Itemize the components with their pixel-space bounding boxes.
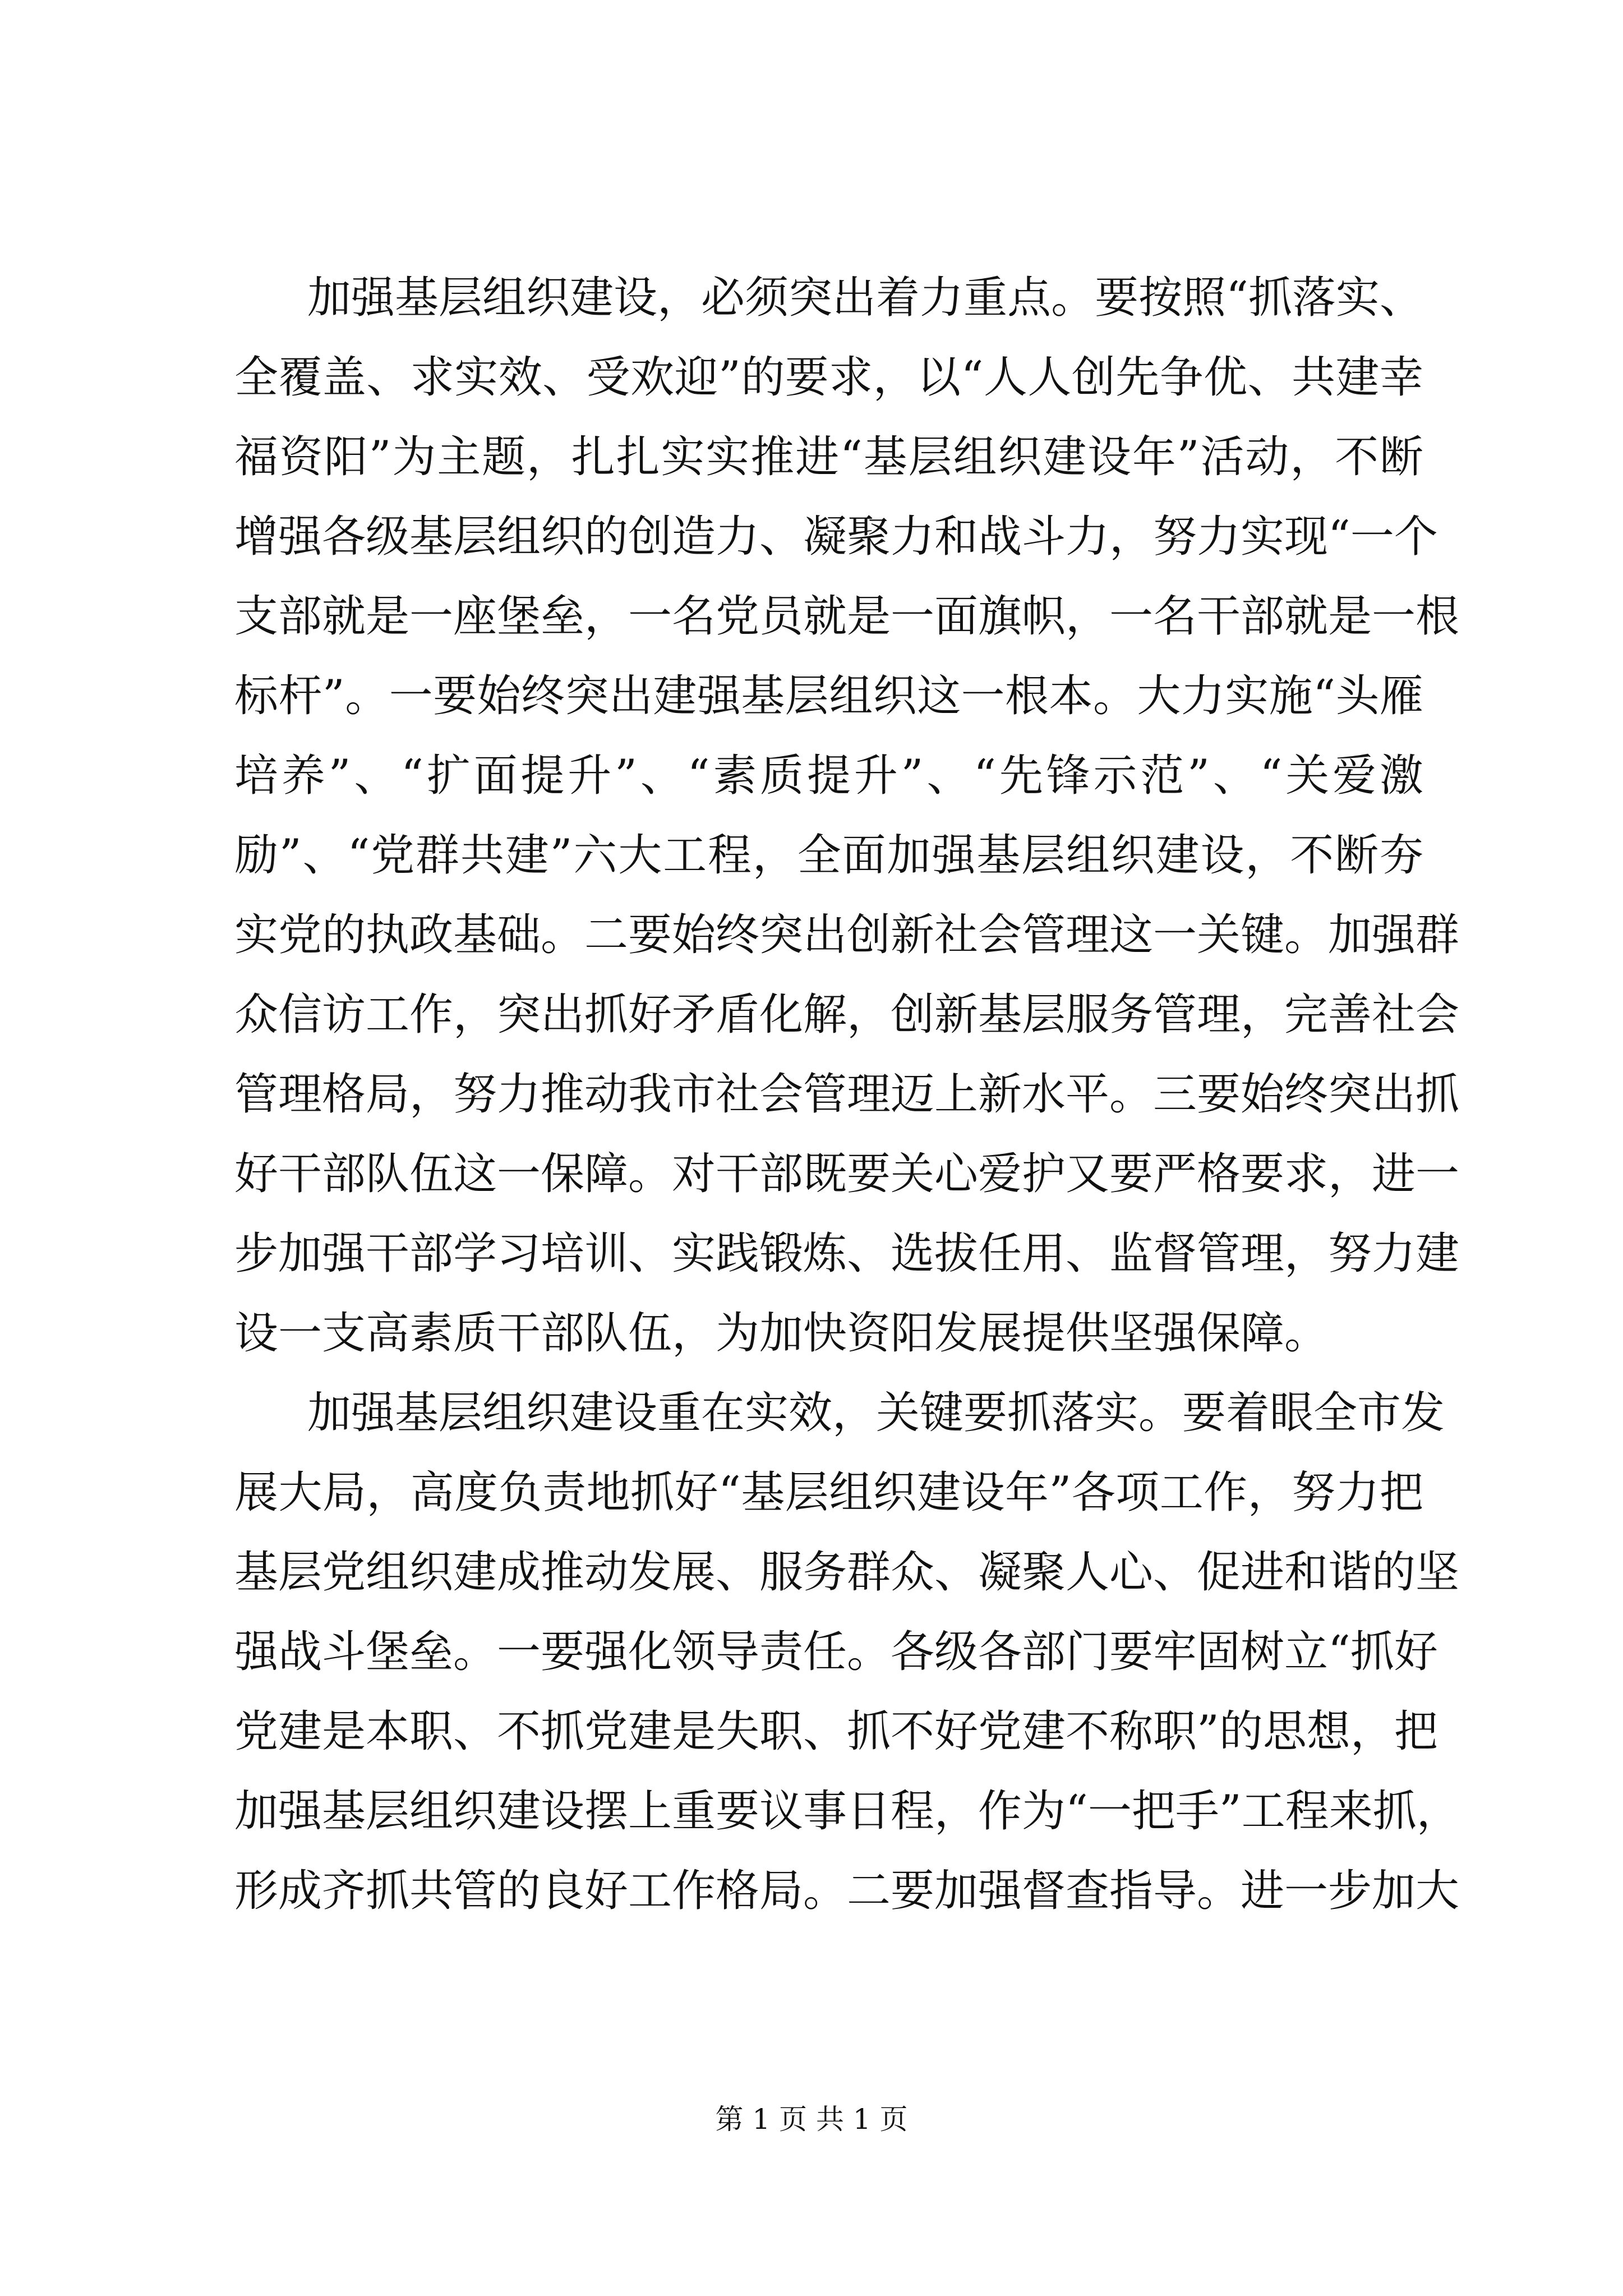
paragraph-1-line-7: 培养”、“扩面提升”、“素质提升”、“先锋示范”、“关爱激 <box>234 751 1423 801</box>
paragraph-1-line-2: 全覆盖、求实效、受欢迎”的要求，以“人人创先争优、共建幸 <box>234 352 1423 403</box>
paragraph-1-line-12: 好干部队伍这一保障。对干部既要关心爱护又要严格要求，进一 <box>234 1149 1460 1199</box>
paragraph-1-line-9: 实党的执政基础。二要始终突出创新社会管理这一关键。加强群 <box>234 910 1460 960</box>
paragraph-2-line-6: 加强基层组织建设摆上重要议事日程，作为“一把手”工程来抓， <box>234 1786 1460 1837</box>
paragraph-2-line-5: 党建是本职、不抓党建是失职、抓不好党建不称职”的思想，把 <box>234 1706 1438 1757</box>
paragraph-2-line-7: 形成齐抓共管的良好工作格局。二要加强督查指导。进一步加大 <box>234 1866 1460 1916</box>
paragraph-1-line-8: 励”、“党群共建”六大工程，全面加强基层组织建设，不断夯 <box>234 830 1423 881</box>
paragraph-1-line-10: 众信访工作，突出抓好矛盾化解，创新基层服务管理，完善社会 <box>234 990 1460 1040</box>
paragraph-1-line-5: 支部就是一座堡垒，一名党员就是一面旗帜，一名干部就是一根 <box>234 591 1460 642</box>
paragraph-1-line-14: 设一支高素质干部队伍，为加快资阳发展提供坚强保障。 <box>234 1308 1329 1359</box>
paragraph-1-line-3: 福资阳”为主题，扎扎实实推进“基层组织建设年”活动，不断 <box>234 432 1423 482</box>
paragraph-2-line-3: 基层党组织建成推动发展、服务群众、凝聚人心、促进和谐的坚 <box>234 1547 1460 1598</box>
paragraph-1-line-11: 管理格局，努力推动我市社会管理迈上新水平。三要始终突出抓 <box>234 1069 1460 1120</box>
page-number-label: 第 1 页 共 1 页 <box>715 2103 908 2136</box>
document-body <box>234 258 1460 1931</box>
paragraph-2-line-4: 强战斗堡垒。一要强化领导责任。各级各部门要牢固树立“抓好 <box>234 1627 1438 1677</box>
page-footer <box>0 2097 1623 2137</box>
paragraph-1-line-6: 标杆”。一要始终突出建强基层组织这一根本。大力实施“头雁 <box>234 671 1423 721</box>
paragraph-1-line-13: 步加强干部学习培训、实践锻炼、选拔任用、监督管理，努力建 <box>234 1228 1460 1279</box>
paragraph-2-line-2: 展大局，高度负责地抓好“基层组织建设年”各项工作，努力把 <box>234 1467 1423 1518</box>
paragraph-1-line-4: 增强各级基层组织的创造力、凝聚力和战斗力，努力实现“一个 <box>234 512 1438 562</box>
paragraph-1-line-1: 加强基层组织建设，必须突出着力重点。要按照“抓落实、 <box>307 273 1423 323</box>
paragraph-2-line-1: 加强基层组织建设重在实效，关键要抓落实。要着眼全市发 <box>307 1388 1445 1438</box>
